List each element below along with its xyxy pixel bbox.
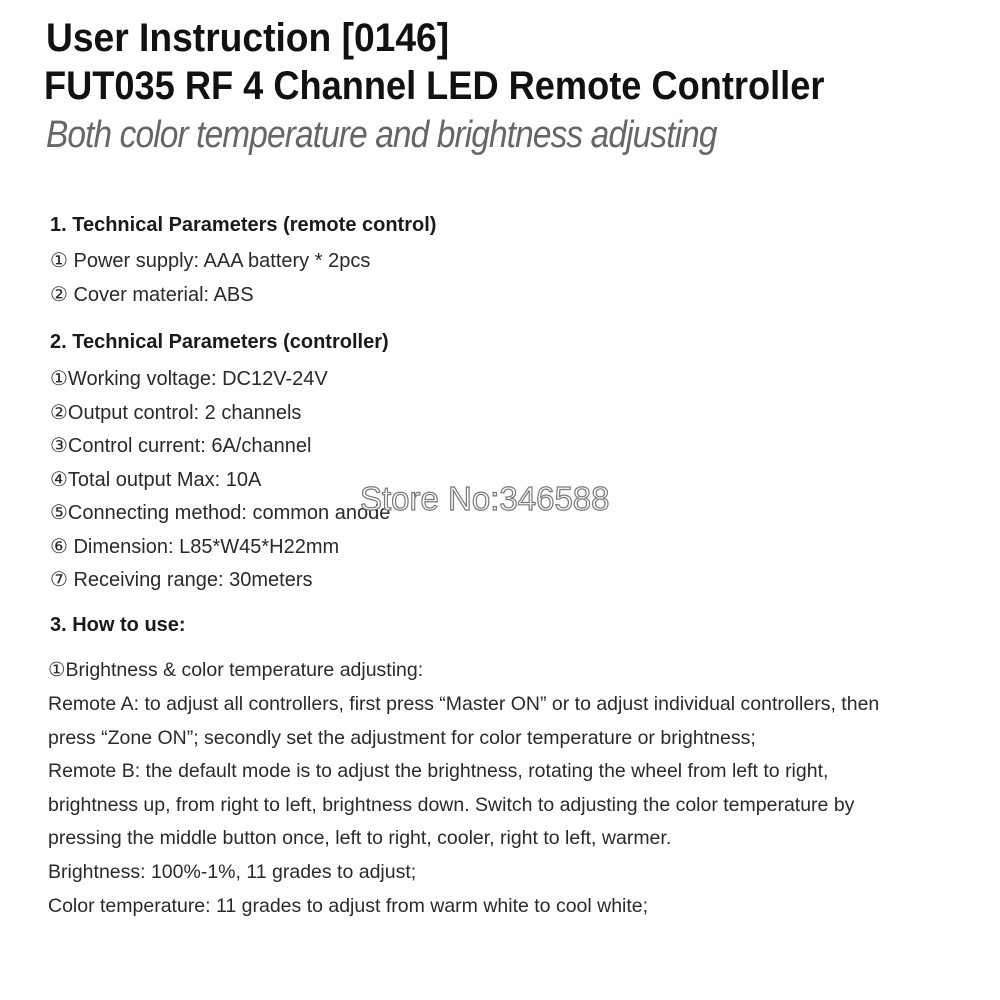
store-watermark: Store No:346588 (360, 480, 610, 517)
list-item: ⑤Connecting method: common anode (50, 502, 391, 524)
paragraph-line: ①Brightness & color temperature adjusting: (48, 659, 424, 681)
document-title: User Instruction [0146] (46, 16, 450, 60)
list-item: ③Control current: 6A/channel (50, 435, 312, 457)
paragraph-line: Brightness: 100%-1%, 11 grades to adjust; (48, 861, 417, 883)
list-item: ① Power supply: AAA battery * 2pcs (50, 250, 371, 272)
list-item: ⑥ Dimension: L85*W45*H22mm (50, 536, 340, 558)
paragraph-line: brightness up, from right to left, brightness down. Switch to adjusting the color temperature by (48, 794, 855, 816)
paragraph-line: Color temperature: 11 grades to adjust from warm white to cool white; (48, 895, 649, 917)
list-item: ①Working voltage: DC12V-24V (50, 368, 328, 390)
paragraph-line: pressing the middle button once, left to right, cooler, right to left, warmer. (48, 827, 672, 849)
paragraph-line: Remote B: the default mode is to adjust the brightness, rotating the wheel from left to right, (48, 760, 829, 782)
section2-heading: 2. Technical Parameters (controller) (50, 331, 389, 353)
section3-heading: 3. How to use: (50, 614, 186, 636)
list-item: ② Cover material: ABS (50, 284, 254, 306)
product-title: FUT035 RF 4 Channel LED Remote Controller (44, 64, 825, 108)
list-item: ④Total output Max: 10A (50, 469, 262, 491)
paragraph-line: Remote A: to adjust all controllers, first press “Master ON” or to adjust individual controllers, then (48, 693, 880, 715)
list-item: ②Output control: 2 channels (50, 402, 302, 424)
paragraph-line: press “Zone ON”; secondly set the adjustment for color temperature or brightness; (48, 727, 756, 749)
subtitle: Both color temperature and brightness adjusting (46, 114, 717, 156)
list-item: ⑦ Receiving range: 30meters (50, 569, 313, 591)
section1-heading: 1. Technical Parameters (remote control) (50, 214, 437, 236)
